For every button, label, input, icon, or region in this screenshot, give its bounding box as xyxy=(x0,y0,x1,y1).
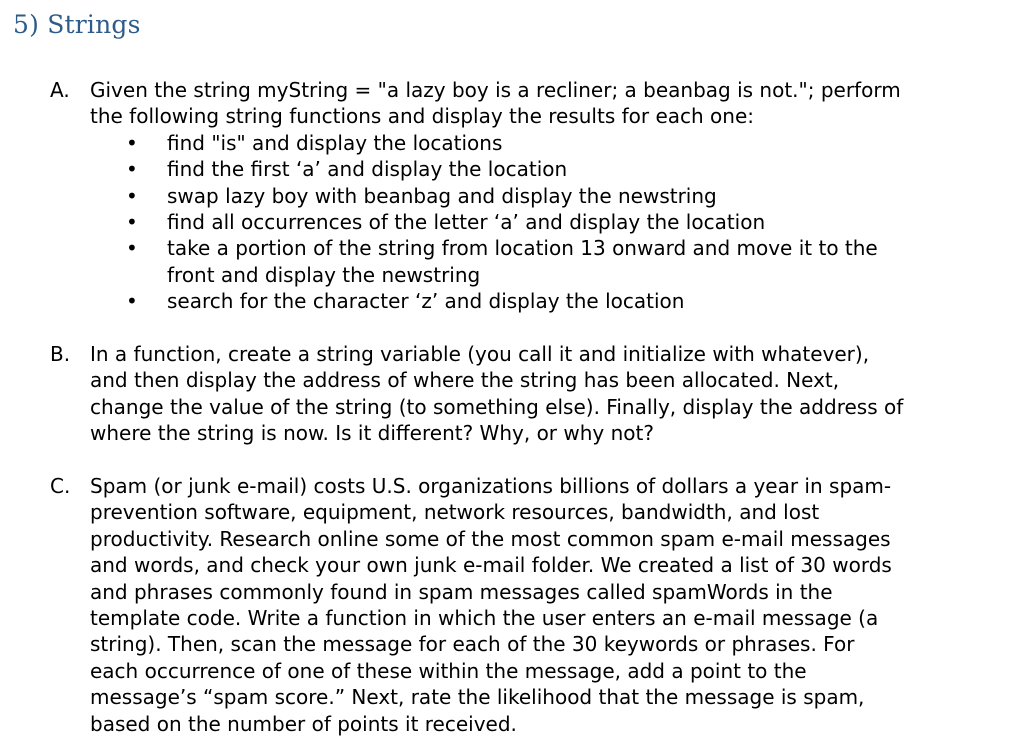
question-b-line: In a function, create a string variable (you call it and initialize with whatever), xyxy=(90,342,870,366)
question-a-body xyxy=(90,77,995,315)
question-c-line: based on the number of points it received. xyxy=(90,711,517,736)
question-a-marker: A. xyxy=(50,78,70,102)
task-text: front and display the newstring xyxy=(167,262,481,287)
question-c xyxy=(50,473,995,737)
question-b-line: and then display the address of where the string has been allocated. Next, xyxy=(90,368,840,393)
question-a xyxy=(50,77,995,315)
task-item-search-z xyxy=(90,288,995,314)
task-item-find-all-a xyxy=(90,209,995,235)
task-text: find "is" and display the locations xyxy=(167,130,503,155)
question-b xyxy=(50,341,995,447)
task-item-find-first-a xyxy=(90,156,995,182)
question-b-line: change the value of the string (to something else). Finally, display the address of xyxy=(90,394,904,419)
question-b-line: where the string is now. Is it different? Why, or why not? xyxy=(90,421,654,446)
bullet: • xyxy=(126,183,138,208)
bullet: • xyxy=(126,130,138,155)
question-a-line: Given the string myString = "a lazy boy is a recliner; a beanbag is not."; perform xyxy=(90,78,901,102)
task-text: search for the character ‘z’ and display the location xyxy=(167,289,685,314)
task-text: take a portion of the string from location 13 onward and move it to the xyxy=(167,236,878,261)
question-c-line: Spam (or junk e-mail) costs U.S. organizations billions of dollars a year in spam- xyxy=(90,474,892,498)
bullet: • xyxy=(126,236,138,261)
question-c-line: and phrases commonly found in spam messages called spamWords in the xyxy=(90,579,833,604)
task-item-find-is xyxy=(90,130,995,156)
question-c-body xyxy=(90,473,995,737)
task-item-swap xyxy=(90,183,995,209)
question-c-line: and words, and check your own junk e-mail folder. We created a list of 30 words xyxy=(90,553,892,578)
bullet: • xyxy=(126,157,138,182)
question-b-marker: B. xyxy=(50,342,71,366)
question-c-line: productivity. Research online some of the most common spam e-mail messages xyxy=(90,526,891,551)
task-text: swap lazy boy with beanbag and display the newstring xyxy=(167,183,717,208)
task-text: find all occurrences of the letter ‘a’ and display the location xyxy=(167,210,766,235)
question-a-line: the following string functions and display the results for each one: xyxy=(90,104,754,129)
question-c-line: string). Then, scan the message for each of the 30 keywords or phrases. For xyxy=(90,632,855,657)
question-c-line: template code. Write a function in which the user enters an e-mail message (a xyxy=(90,606,879,631)
task-item-move-portion xyxy=(90,235,995,288)
question-c-line: prevention software, equipment, network resources, bandwidth, and lost xyxy=(90,500,820,525)
bullet: • xyxy=(126,289,138,314)
question-c-line: each occurrence of one of these within the message, add a point to the xyxy=(90,658,807,683)
task-text: find the first ‘a’ and display the location xyxy=(167,157,568,182)
section-heading: 5) Strings xyxy=(13,10,141,39)
bullet: • xyxy=(126,210,138,235)
question-c-marker: C. xyxy=(50,474,71,498)
task-list xyxy=(90,130,995,315)
question-b-body xyxy=(90,341,995,447)
question-c-line: message’s “spam score.” Next, rate the likelihood that the message is spam, xyxy=(90,685,865,710)
